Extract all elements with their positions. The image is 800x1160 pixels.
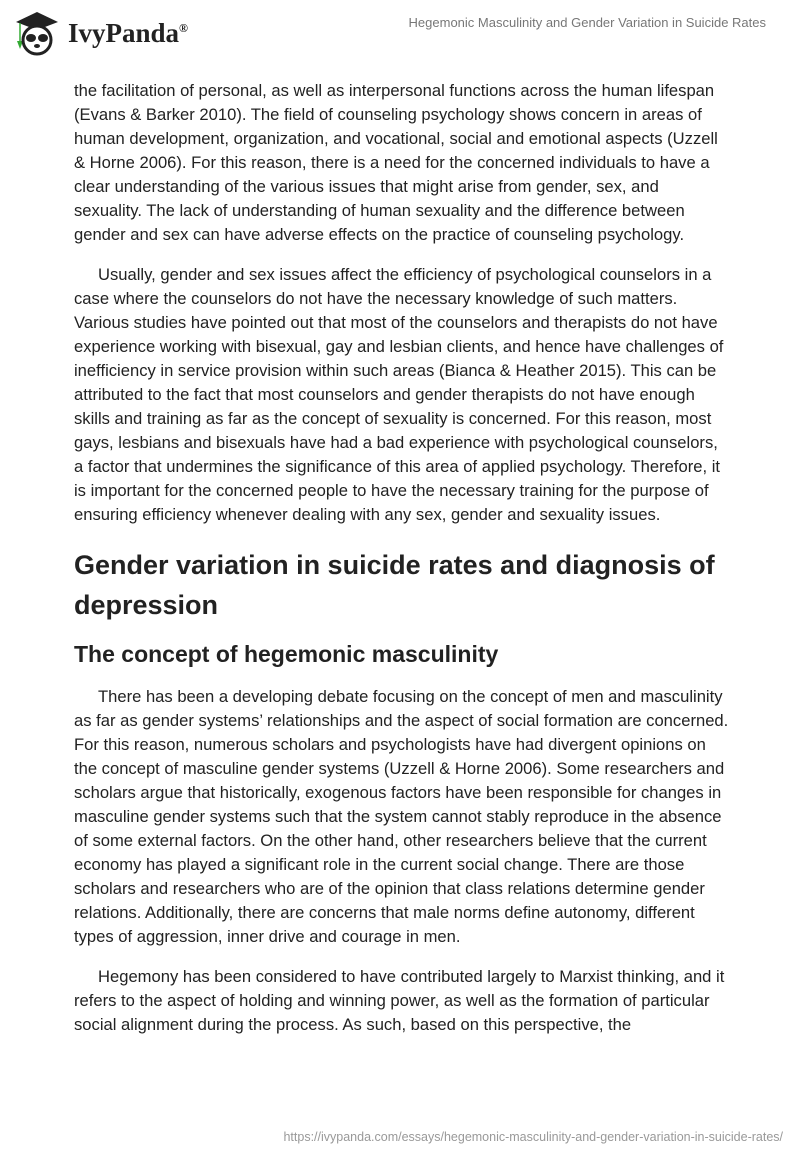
- paragraph: the facilitation of personal, as well as interpersonal functions across the human lifespan (Evans & Barker 2010). The field of counseling psychology shows concern in areas of human development, organization, and vocational, social and emotional aspects (Uzzell & Horne 2006). For this reason, there is a need for the concerned individuals to have a clear understanding of the various issues that might arise from gender, sex, and sexuality. The lack of understanding of human sexuality and the difference between gender and sex can have adverse effects on the practice of counseling psychology.: [74, 81, 718, 244]
- section-heading: Gender variation in suicide rates and diagnosis of depression: [74, 550, 715, 620]
- paragraph: There has been a developing debate focusing on the concept of men and masculinity as far as gender systems’ relationships and the aspect of social formation are concerned. For this reason, numerous scholars and psychologists have had divergent opinions on the concept of masculine gender systems (Uzzell & Horne 2006). Some researchers and scholars argue that historically, exogenous factors have been responsible for changes in masculine gender systems such that the system cannot stably reproduce in the absence of some external factors. On the other hand, other researchers believe that the current economy has played a significant role in the current social change. There are those scholars and researchers who are of the opinion that class relations determine gender relations. Additionally, there are concerns that male norms define autonomy, different types of aggression, inner drive and courage in men.: [74, 687, 729, 946]
- panda-graduate-icon: [12, 8, 62, 58]
- page-header: [0, 0, 800, 70]
- ivypanda-logo[interactable]: [12, 8, 188, 58]
- document-title: Hegemonic Masculinity and Gender Variation in Suicide Rates: [408, 15, 766, 30]
- subsection-heading: The concept of hegemonic masculinity: [74, 641, 499, 667]
- brand-name: IvyPanda: [68, 17, 180, 48]
- registered-mark: ®: [179, 20, 189, 35]
- source-url[interactable]: https://ivypanda.com/essays/hegemonic-masculinity-and-gender-variation-in-suicide-rates/: [283, 1130, 783, 1144]
- paragraph: Usually, gender and sex issues affect the efficiency of psychological counselors in a case where the counselors do not have the necessary knowledge of such matters. Various studies have pointed out that most of the counselors and therapists do not have experience working with bisexual, gay and lesbian clients, and hence have challenges of inefficiency in service provision within such areas (Bianca & Heather 2015). This can be attributed to the fact that most counselors and gender therapists do not have enough skills and training as far as the concept of sexuality is concerned. For this reason, most gays, lesbians and bisexuals have had a bad experience with psychological counselors, a factor that undermines the significance of this area of applied psychology. Therefore, it is important for the concerned people to have the necessary training for the purpose of ensuring efficiency whenever dealing with any sex, gender and sexuality issues.: [74, 265, 724, 524]
- paragraph: Hegemony has been considered to have contributed largely to Marxist thinking, and it refers to the aspect of holding and winning power, as well as the formation of particular social alignment during the process. As such, based on this perspective, the: [74, 967, 725, 1034]
- essay-content: [74, 79, 730, 1053]
